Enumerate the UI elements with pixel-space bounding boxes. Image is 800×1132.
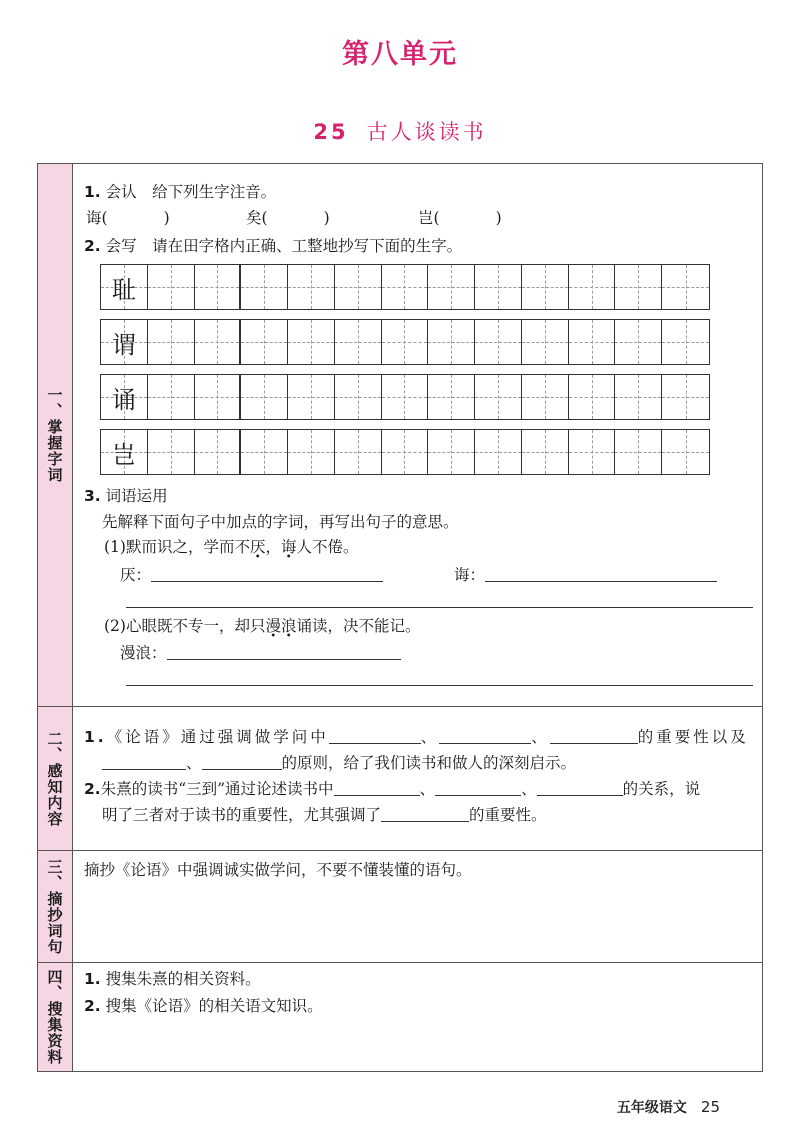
grid-cell[interactable] — [428, 375, 475, 419]
question-text: 搜集《论语》的相关语文知识。 — [105, 997, 323, 1015]
grid-cell[interactable] — [428, 265, 475, 309]
question-text: 的关系，说 — [622, 780, 701, 798]
dotted-char: 诲 — [281, 538, 297, 556]
section-master-words — [38, 164, 762, 707]
answer-label: 漫浪： — [120, 644, 167, 662]
lesson-title — [0, 116, 800, 146]
sentence-text: 诵读，决不能记。 — [296, 617, 421, 635]
sentence-1 — [104, 537, 359, 557]
book-title: 五年级语文 — [616, 1100, 687, 1116]
grid-cell — [101, 320, 148, 364]
fill-blank[interactable] — [381, 806, 469, 822]
answer-manlang — [120, 643, 401, 663]
question-text: 《论语》通过强调做学问中 — [106, 728, 329, 746]
answer-line-1[interactable] — [126, 607, 753, 608]
page-number: 25 — [700, 1098, 720, 1116]
grid-cell[interactable] — [522, 265, 569, 309]
grid-cell[interactable] — [288, 375, 335, 419]
unit-title: 第八单元 — [342, 39, 458, 70]
grid-cell[interactable] — [241, 320, 288, 364]
writing-grid-row[interactable] — [100, 429, 710, 475]
grid-cell[interactable] — [288, 320, 335, 364]
separator: 、 — [420, 728, 440, 746]
grid-cell[interactable] — [241, 430, 288, 474]
grid-cell[interactable] — [615, 430, 662, 474]
grid-cell[interactable] — [615, 320, 662, 364]
sentence-text: ， — [265, 538, 281, 556]
question-number: 2. — [84, 237, 101, 255]
model-char: 谓 — [111, 330, 136, 359]
close-paren: ) — [323, 209, 330, 227]
answer-label: 诲： — [454, 566, 486, 584]
question-text: 的原则，给了我们读书和做人的深刻启示。 — [281, 754, 577, 772]
grid-cell — [101, 375, 148, 419]
grid-cell[interactable] — [382, 430, 429, 474]
question-1 — [84, 182, 276, 202]
section-label-text: 三、摘抄词句 — [45, 858, 64, 955]
grid-cell[interactable] — [475, 265, 522, 309]
question-text: 的重要性。 — [469, 806, 547, 824]
answer-blank-yan[interactable] — [151, 566, 383, 582]
section-excerpt — [38, 851, 762, 963]
pinyin-row — [246, 208, 330, 228]
grid-cell — [101, 265, 148, 309]
section-label-text: 四、搜集资料 — [45, 969, 64, 1065]
close-paren: ) — [163, 209, 170, 227]
question-number: 1. — [84, 970, 101, 988]
question-text: 朱熹的读书“三到”通过论述读书中 — [100, 780, 334, 798]
grid-cell[interactable] — [662, 320, 709, 364]
grid-cell[interactable] — [335, 375, 382, 419]
answer-label: 厌： — [120, 566, 152, 584]
grid-cell[interactable] — [615, 265, 662, 309]
section-label-text: 二、感知内容 — [45, 730, 64, 827]
grid-cell[interactable] — [569, 375, 616, 419]
lesson-name: 古人谈读书 — [366, 120, 487, 144]
fill-blank[interactable] — [439, 728, 531, 744]
content-q2-line2 — [102, 805, 547, 825]
sentence-text: (1)默而识之，学而不 — [104, 538, 250, 556]
pinyin-char-1: 诲( — [86, 209, 108, 227]
grid-cell[interactable] — [615, 375, 662, 419]
question-text: 明了三者对于读书的重要性，尤其强调了 — [102, 806, 382, 824]
separator: 、 — [186, 754, 202, 772]
grid-cell — [101, 430, 148, 474]
model-char: 耻 — [111, 275, 136, 304]
grid-cell[interactable] — [195, 430, 242, 474]
grid-cell[interactable] — [288, 265, 335, 309]
separator: 、 — [521, 780, 537, 798]
grid-cell[interactable] — [522, 375, 569, 419]
question-number: 1. — [84, 728, 107, 746]
grid-cell[interactable] — [148, 375, 195, 419]
lesson-number: 25 — [313, 120, 349, 144]
fill-blank[interactable] — [334, 780, 420, 796]
writing-grid-row[interactable] — [100, 374, 710, 420]
grid-cell[interactable] — [569, 430, 616, 474]
separator: 、 — [531, 728, 550, 746]
fill-blank[interactable] — [202, 754, 282, 770]
dotted-char: 漫 — [265, 617, 281, 635]
pinyin-char-3: 岂( — [418, 209, 440, 227]
grid-cell[interactable] — [522, 320, 569, 364]
research-q1 — [84, 969, 261, 989]
grid-cell[interactable] — [475, 320, 522, 364]
question-3 — [84, 486, 168, 506]
pinyin-row — [418, 208, 502, 228]
section-label — [38, 963, 73, 1071]
section-label — [38, 707, 73, 850]
section-research — [38, 963, 762, 1071]
grid-cell[interactable] — [195, 375, 242, 419]
dotted-char: 浪 — [280, 617, 297, 635]
grid-cell[interactable] — [382, 375, 429, 419]
dotted-char: 厌 — [249, 538, 266, 556]
grid-cell[interactable] — [195, 320, 242, 364]
grid-cell[interactable] — [382, 265, 429, 309]
writing-grid-row[interactable] — [100, 319, 710, 365]
grid-cell[interactable] — [241, 265, 288, 309]
fill-blank[interactable] — [537, 780, 623, 796]
grid-cell[interactable] — [382, 320, 429, 364]
grid-cell[interactable] — [662, 430, 709, 474]
section-label — [38, 851, 73, 962]
sentence-text: 人不倦。 — [296, 538, 359, 556]
sentence-2 — [104, 616, 421, 636]
grid-cell[interactable] — [522, 430, 569, 474]
fill-blank[interactable] — [102, 754, 186, 770]
question-number: 2. — [84, 997, 101, 1015]
answer-line-2[interactable] — [126, 685, 753, 686]
grid-cell[interactable] — [428, 430, 475, 474]
sentence-text: (2)心眼既不专一，却只 — [104, 617, 266, 635]
grid-cell[interactable] — [335, 265, 382, 309]
answer-blank-hui[interactable] — [485, 566, 717, 582]
section-content — [38, 707, 762, 851]
excerpt-prompt: 摘抄《论语》中强调诚实做学问，不要不懂装懂的语句。 — [84, 861, 472, 879]
question-text: 会认 给下列生字注音。 — [105, 183, 277, 201]
answer-blank-manlang[interactable] — [167, 644, 401, 660]
separator: 、 — [419, 780, 436, 798]
content-q1-line2 — [102, 753, 576, 773]
instruction-text: 先解释下面句子中加点的字词，再写出句子的意思。 — [102, 513, 459, 531]
model-char: 岂 — [111, 440, 136, 469]
grid-cell[interactable] — [475, 430, 522, 474]
grid-cell[interactable] — [569, 265, 616, 309]
question-text: 的重要性以及 — [637, 728, 749, 746]
question-text: 搜集朱熹的相关资料。 — [105, 970, 261, 988]
fill-blank[interactable] — [435, 780, 521, 796]
research-q2 — [84, 996, 323, 1016]
close-paren: ) — [495, 209, 502, 227]
question-number: 3. — [84, 487, 101, 505]
grid-cell[interactable] — [288, 430, 335, 474]
grid-cell[interactable] — [335, 430, 382, 474]
fill-blank[interactable] — [329, 728, 421, 744]
section-label-text: 一、掌握字词 — [45, 387, 64, 483]
question-text: 会写 请在田字格内正确、工整地抄写下面的生字。 — [105, 237, 463, 255]
grid-cell[interactable] — [241, 375, 288, 419]
question-2 — [84, 236, 462, 256]
grid-cell[interactable] — [662, 265, 709, 309]
grid-cell[interactable] — [148, 430, 195, 474]
question-text: 词语运用 — [105, 487, 168, 505]
model-char: 诵 — [111, 385, 136, 414]
pinyin-row — [86, 208, 170, 228]
worksheet-table — [37, 163, 763, 1072]
question-number: 2. — [84, 780, 101, 798]
page-footer — [617, 1097, 720, 1117]
grid-cell[interactable] — [148, 320, 195, 364]
answer-hui — [454, 565, 717, 585]
grid-cell[interactable] — [428, 320, 475, 364]
pinyin-char-2: 矣( — [246, 209, 268, 227]
fill-blank[interactable] — [550, 728, 638, 744]
content-q1-line1 — [84, 727, 749, 747]
grid-cell[interactable] — [195, 265, 242, 309]
grid-cell[interactable] — [569, 320, 616, 364]
answer-yan — [120, 565, 383, 585]
section-label — [38, 164, 73, 706]
grid-cell[interactable] — [662, 375, 709, 419]
writing-grid-row[interactable] — [100, 264, 710, 310]
grid-cell[interactable] — [335, 320, 382, 364]
grid-cell[interactable] — [475, 375, 522, 419]
content-q2-line1 — [84, 779, 700, 799]
question-number: 1. — [84, 183, 101, 201]
grid-cell[interactable] — [148, 265, 195, 309]
